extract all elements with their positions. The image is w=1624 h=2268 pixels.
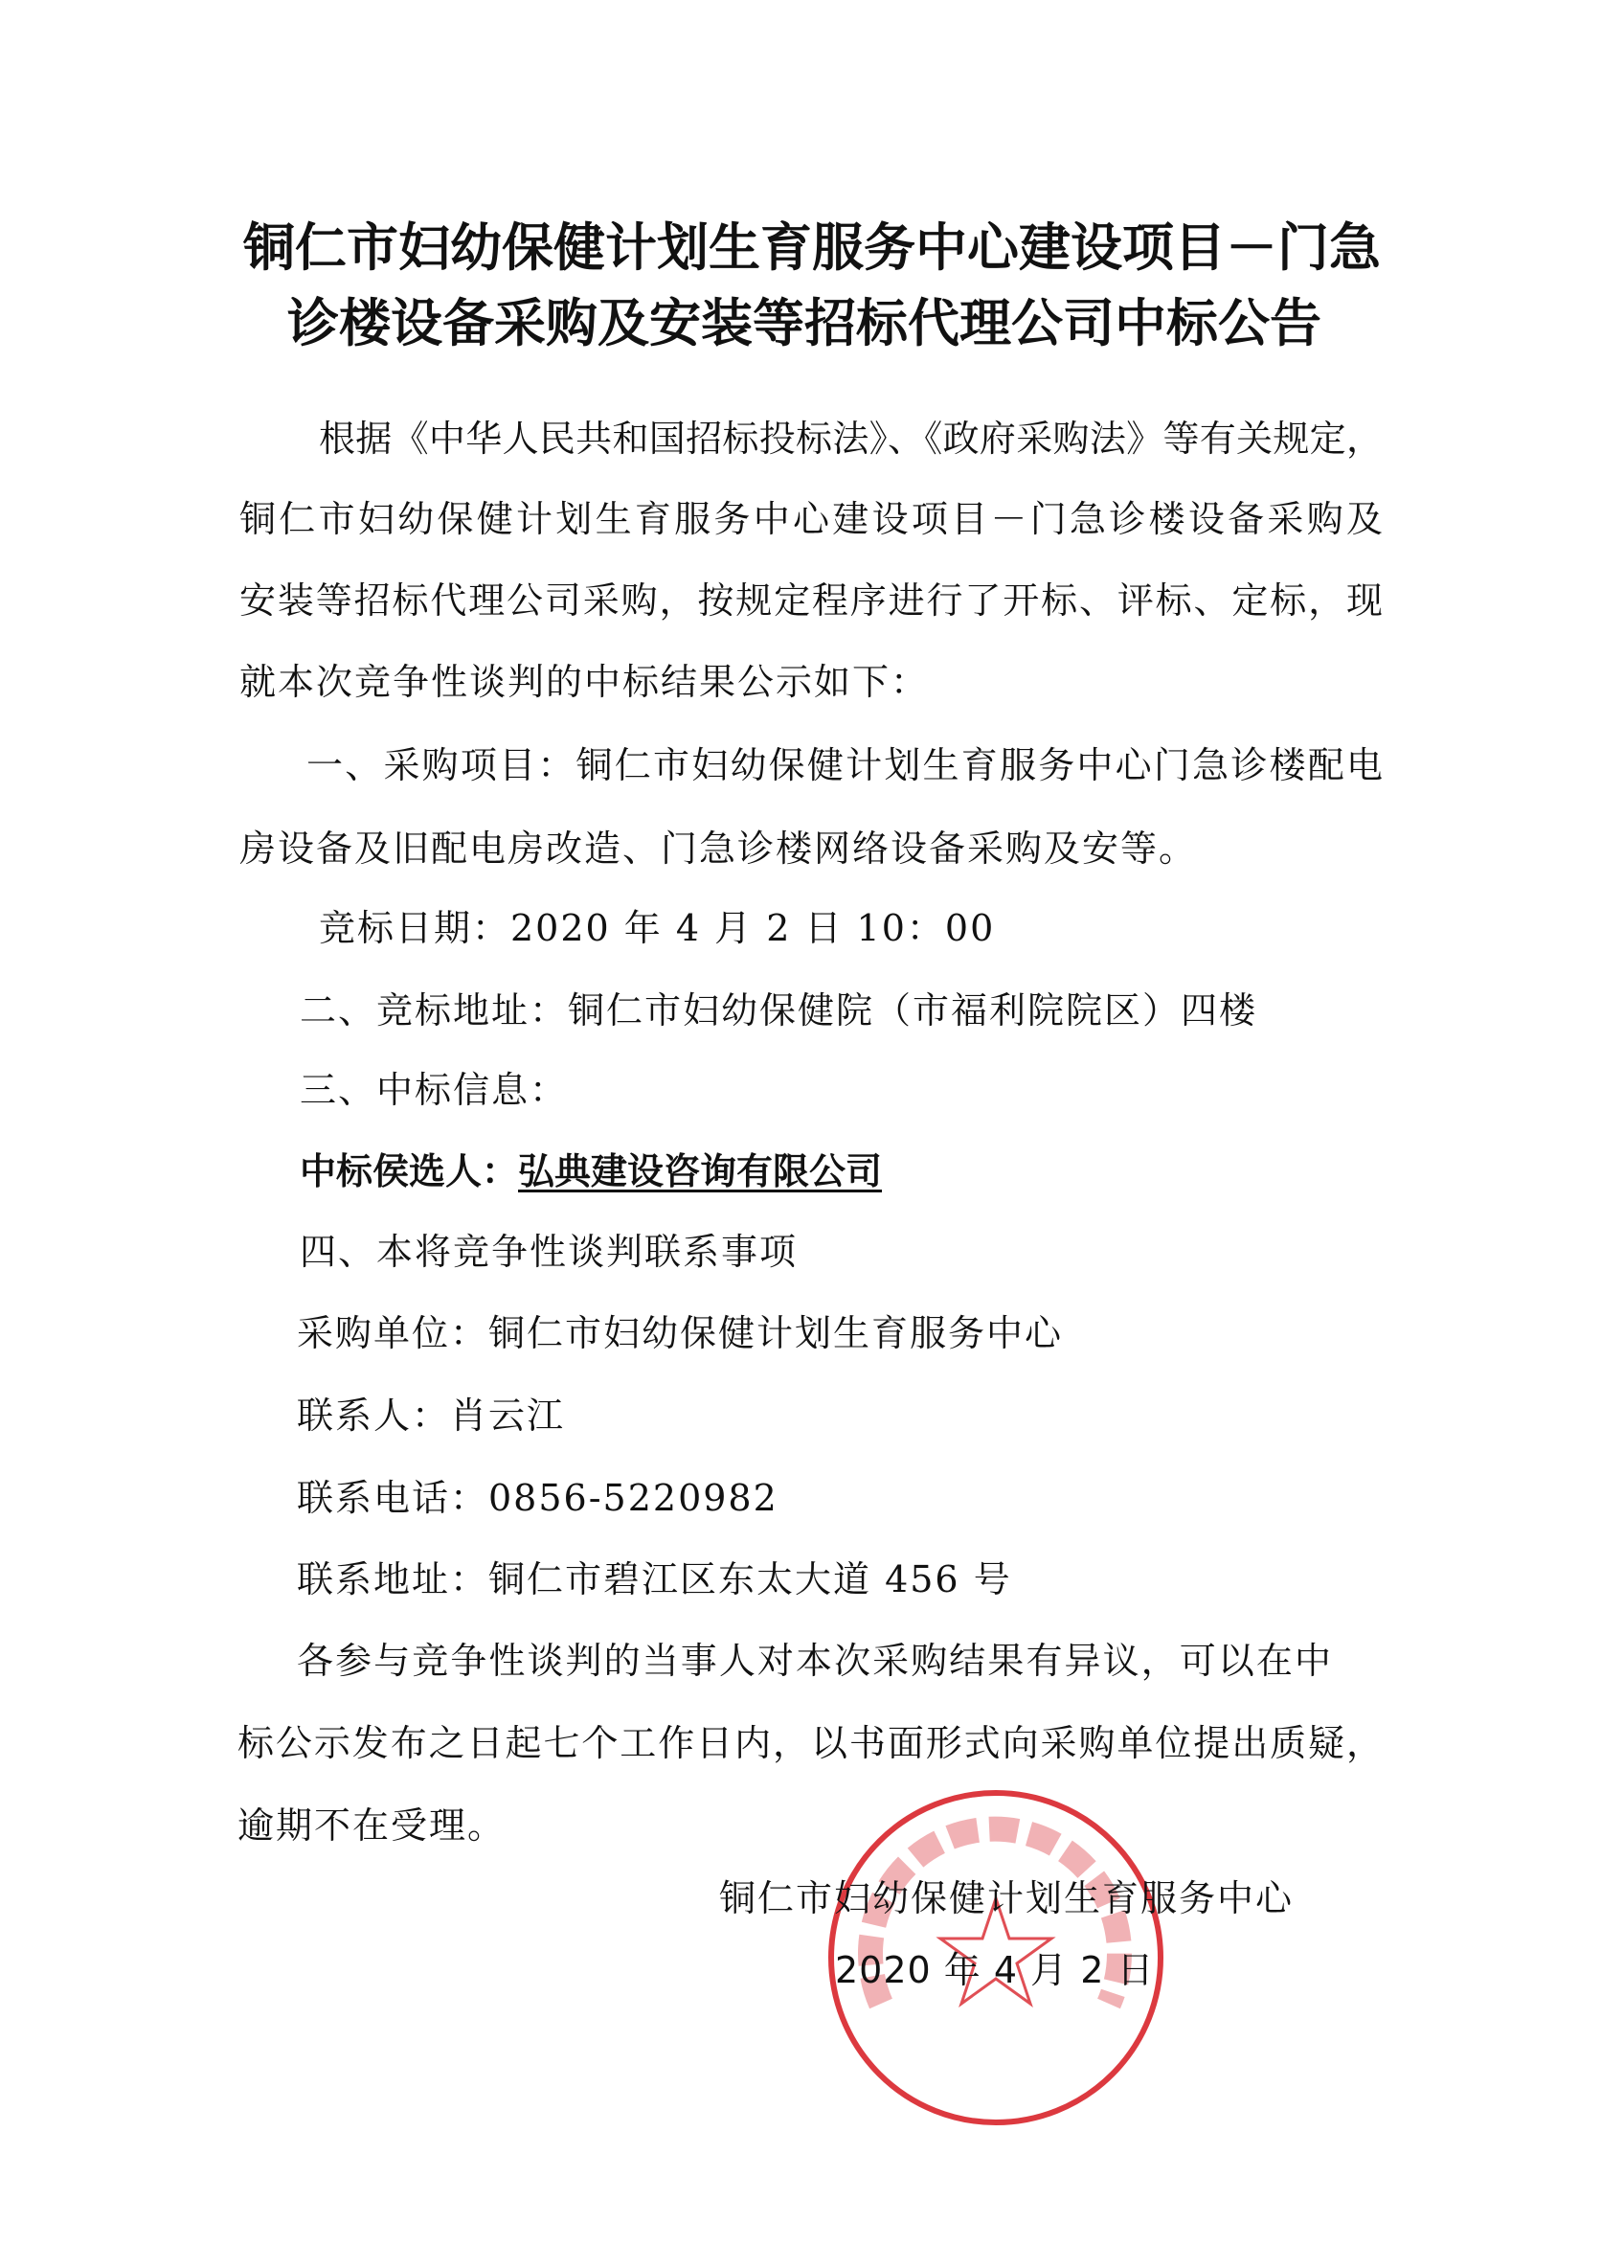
winner-name: 弘典建设咨询有限公司 — [518, 1150, 883, 1192]
objection-line: 标公示发布之日起七个工作日内，以书面形式向采购单位提出质疑， — [237, 1722, 1383, 1764]
winner-row — [300, 1149, 882, 1193]
title-line-2: 诊楼设备采购及安装等招标代理公司中标公告 — [287, 293, 1321, 353]
title-line-1: 铜仁市妇幼保健计划生育服务中心建设项目－门急 — [243, 217, 1381, 278]
contact-address: 联系地址：铜仁市碧江区东太大道 456 号 — [297, 1558, 1012, 1600]
intro-line: 就本次竞争性谈判的中标结果公示如下： — [239, 661, 930, 703]
intro-line: 安装等招标代理公司采购，按规定程序进行了开标、评标、定标，现 — [239, 579, 1383, 622]
intro-line: 根据《中华人民共和国招标投标法》、《政府采购法》等有关规定， — [319, 418, 1383, 460]
objection-line: 各参与竞争性谈判的当事人对本次采购结果有异议，可以在中 — [297, 1640, 1331, 1682]
bid-address: 二、竞标地址：铜仁市妇幼保健院（市福利院院区）四楼 — [300, 989, 1258, 1032]
winner-label: 中标侯选人： — [300, 1150, 519, 1192]
intro-line: 铜仁市妇幼保健计划生育服务中心建设项目－门急诊楼设备采购及 — [239, 498, 1383, 540]
winner-info-heading: 三、中标信息： — [300, 1069, 569, 1111]
contact-phone: 联系电话：0856-5220982 — [297, 1477, 778, 1519]
item1-line: 一、采购项目：铜仁市妇幼保健计划生育服务中心门急诊楼配电 — [306, 744, 1383, 786]
objection-line: 逾期不在受理。 — [237, 1804, 507, 1847]
item1-line: 房设备及旧配电房改造、门急诊楼网络设备采购及安等。 — [239, 828, 1198, 870]
contact-heading: 四、本将竞争性谈判联系事项 — [300, 1231, 799, 1273]
contact-unit: 采购单位：铜仁市妇幼保健计划生育服务中心 — [297, 1312, 1064, 1354]
signature-date: 2020 年 4 月 2 日 — [835, 1949, 1155, 1991]
signature-organization: 铜仁市妇幼保健计划生育服务中心 — [719, 1877, 1295, 1919]
bid-date: 竞标日期：2020 年 4 月 2 日 10：00 — [319, 907, 996, 949]
contact-person: 联系人：肖云江 — [297, 1395, 566, 1437]
